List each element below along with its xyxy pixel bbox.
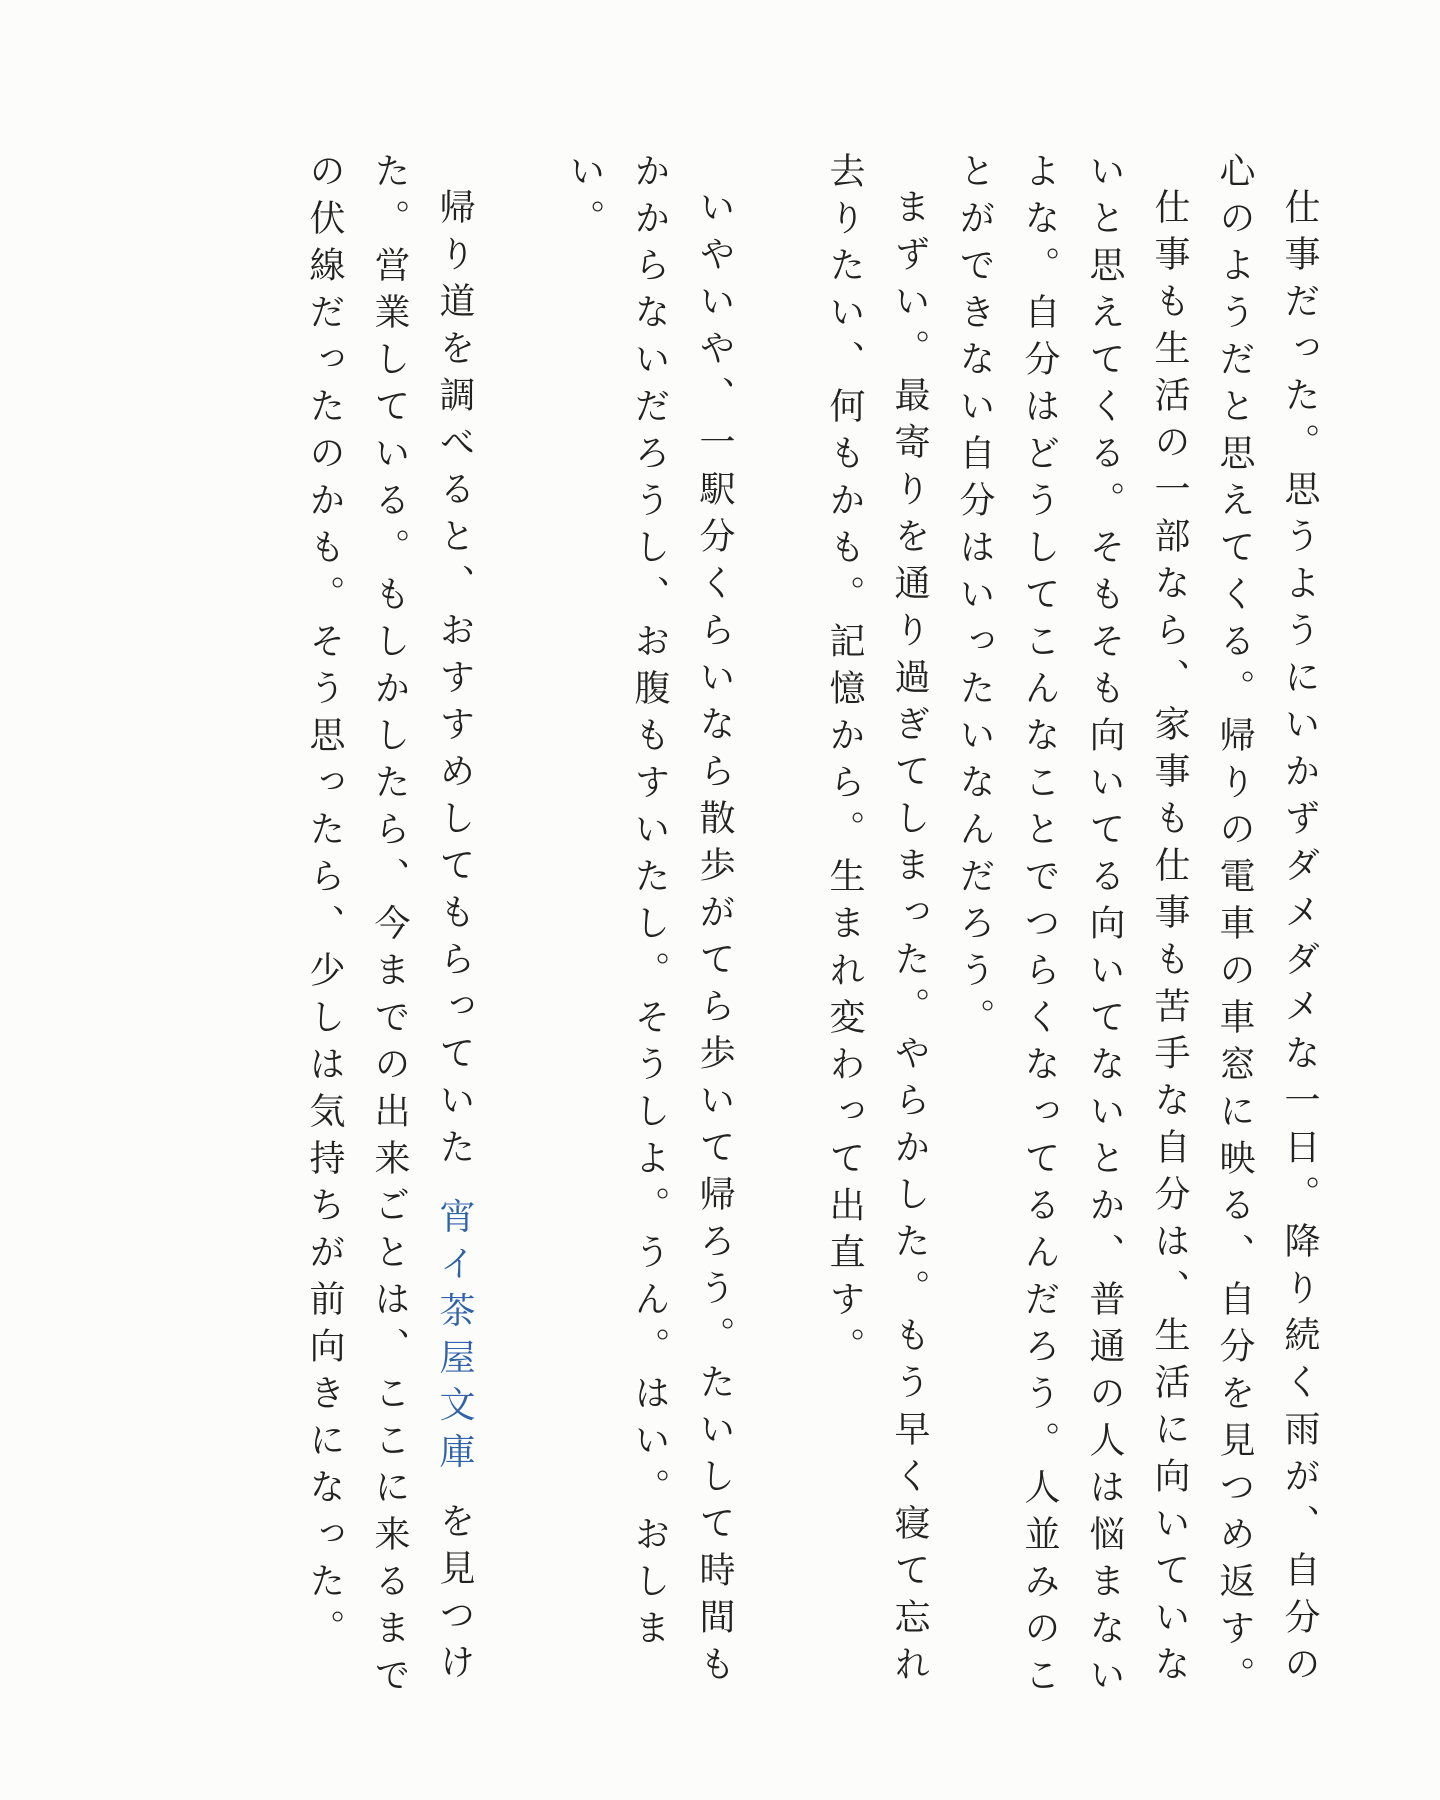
- paragraph-3: まずい。最寄りを通り過ぎてしまった。やらかした。もう早く寝て忘れ去りたい、何もかも。記憶から。生まれ変わって出直す。: [824, 152, 930, 1692]
- vertical-text-body: [72, 152, 1332, 1712]
- paragraph-5: [292, 152, 487, 1712]
- paragraph-4: いやいや、一駅分くらいなら散歩がてら歩いて帰ろう。たいして時間もかからないだろうし、お腹もすいたし。そうしよ。うん。はい。おしまい。: [564, 152, 735, 1692]
- shop-name-link[interactable]: 宵イ茶屋文庫: [434, 1197, 475, 1480]
- paragraph-2: 仕事も生活の一部なら、家事も仕事も苦手な自分は、生活に向いていないと思えてくる。そもそも向いてる向いてないとか、普通の人は悩まないよな。自分はどうしてこんなことでつらくなってるんだろう。人並みのことができない自分はいったいなんだろう。: [954, 152, 1190, 1703]
- paragraph-1: 仕事だった。思うようにいかずダメダメな一日。降り続く雨が、自分の心のようだと思えてくる。帰りの電車の車窓に映る、自分を見つめ返す。: [1214, 152, 1320, 1703]
- paragraph-5-after-link: を見つけた。営業している。もしかしたら、今までの出来ごとは、ここに来るまでの伏線だったのかも。そう思ったら、少しは気持ちが前向きになった。: [304, 152, 475, 1703]
- paragraph-5-before-link: 帰り道を調べると、おすすめしてもらっていた: [434, 188, 475, 1175]
